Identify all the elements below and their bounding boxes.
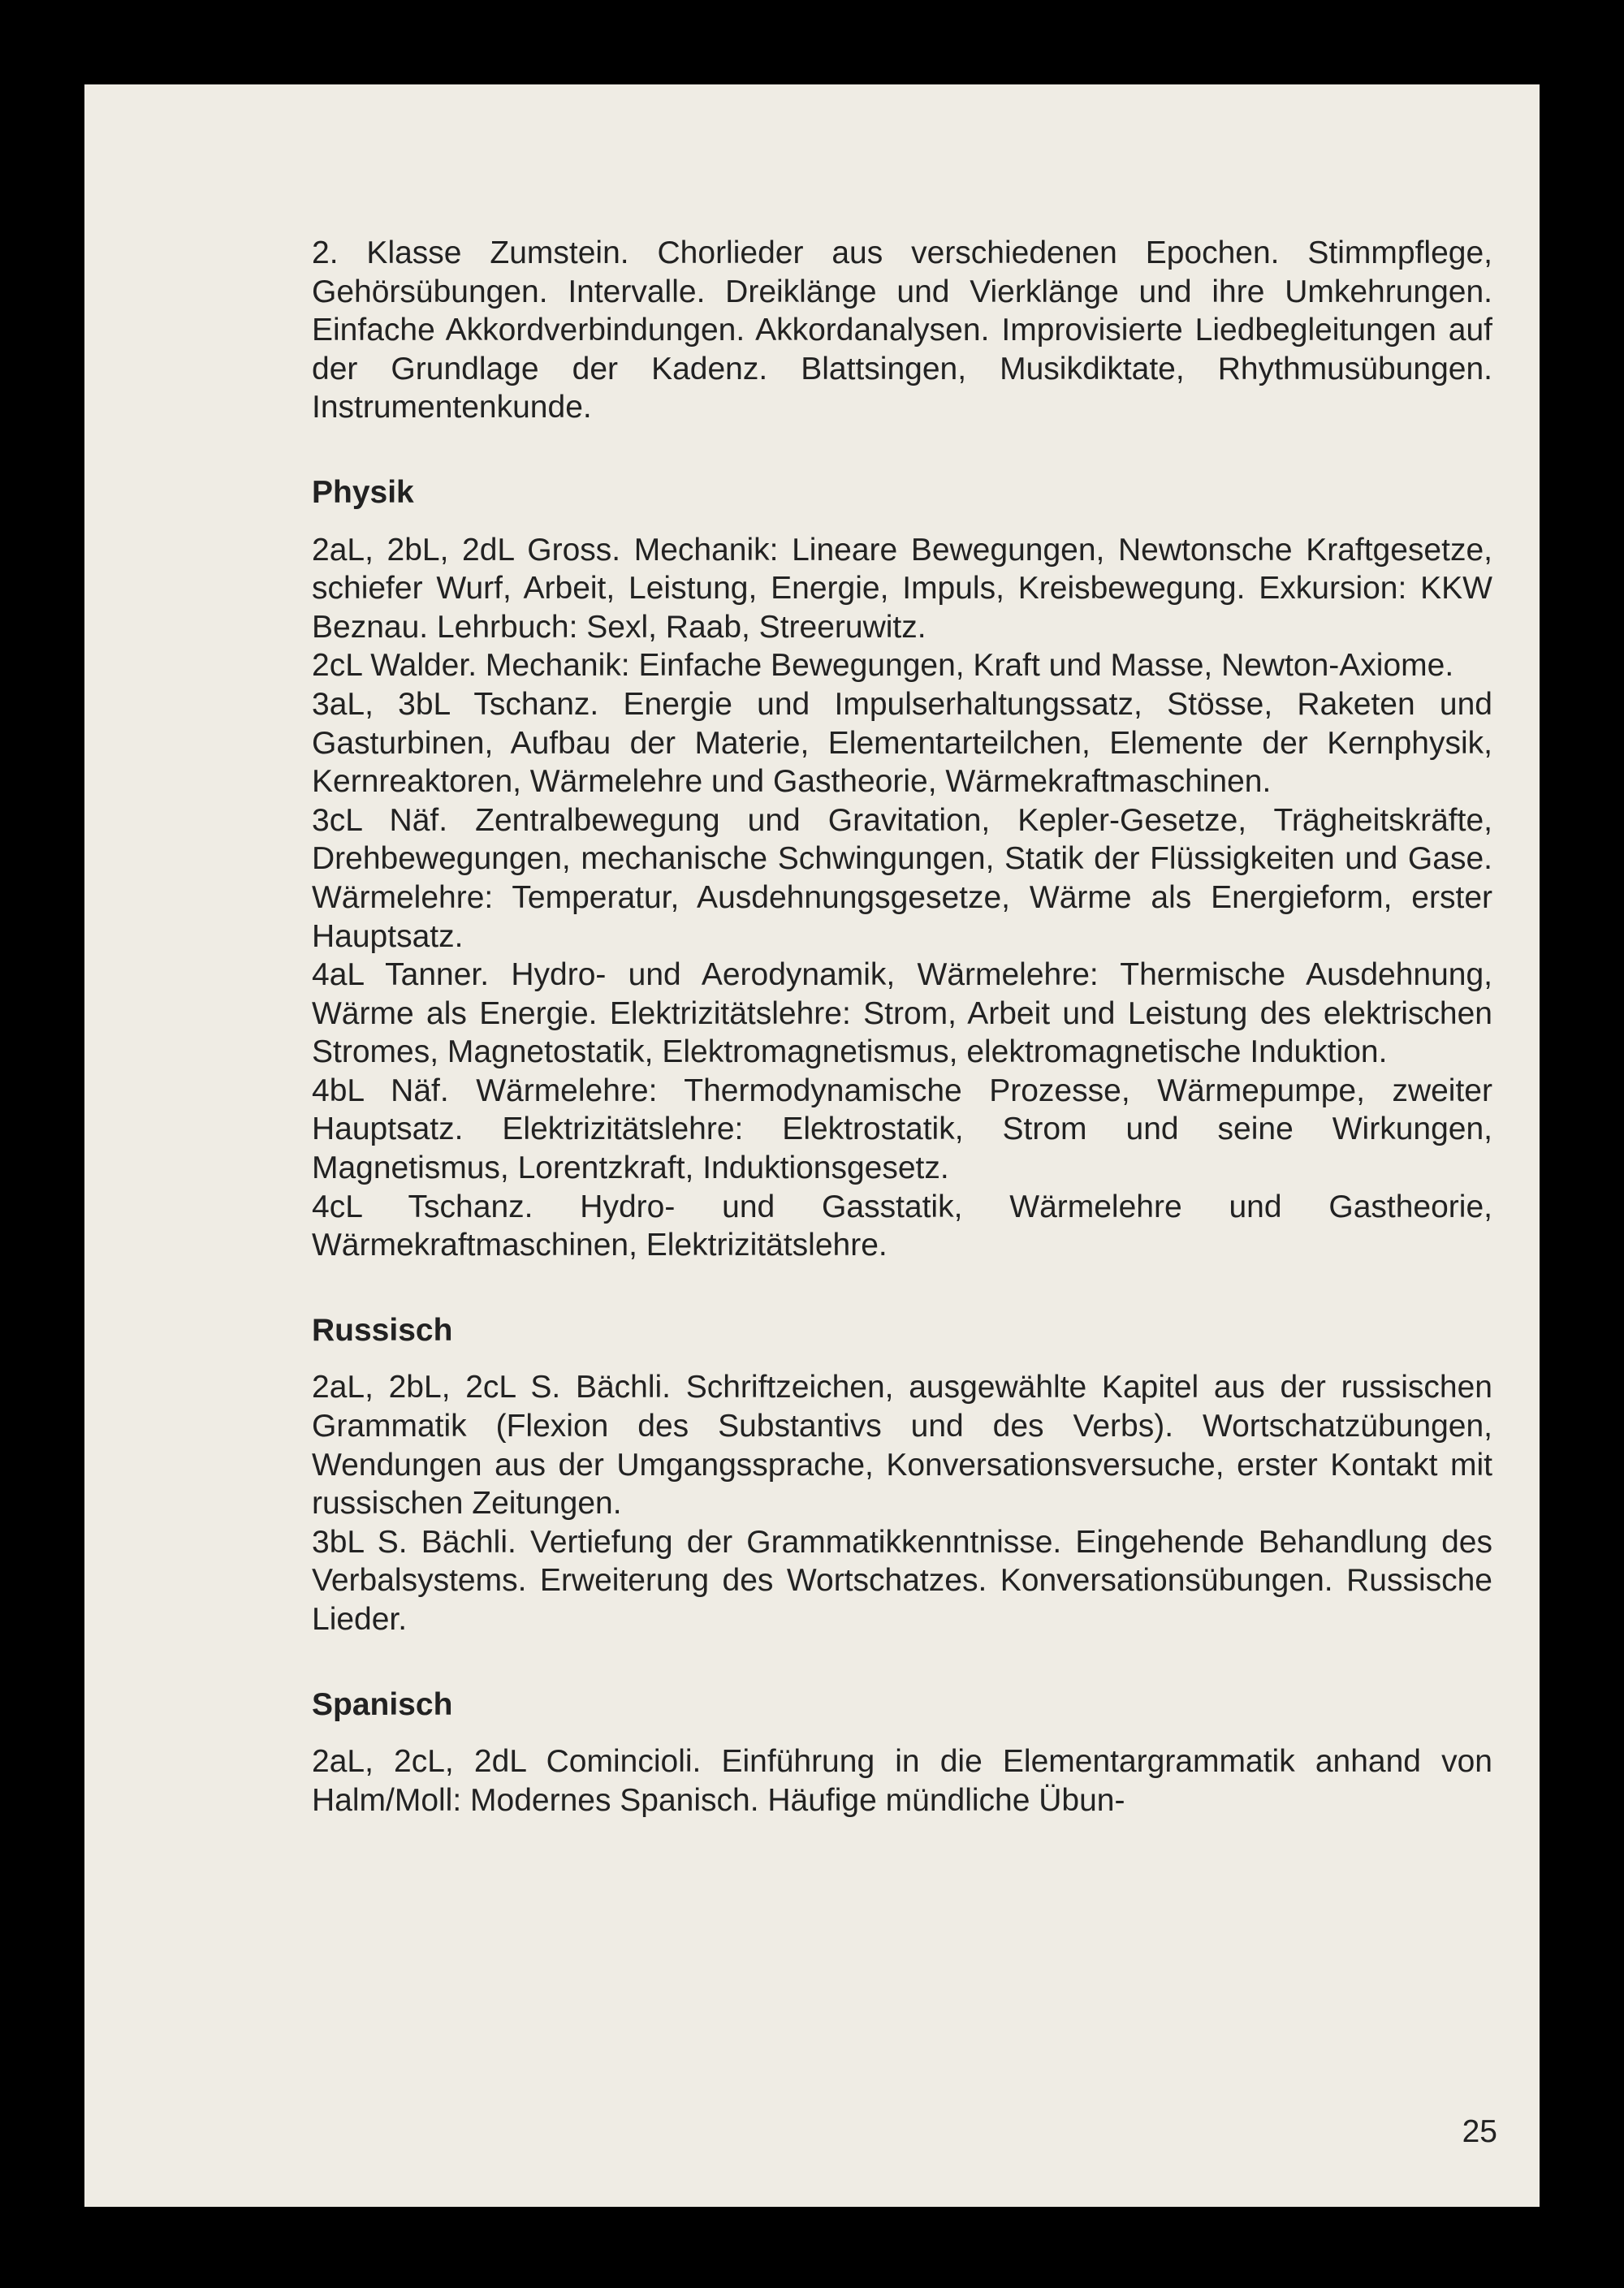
section-body-russisch [312, 1368, 1492, 1638]
russisch-paragraph: 2aL, 2bL, 2cL S. Bächli. Schriftzeichen, ausgewählte Kapitel aus der russischen Grammatik (Flexion des Substantivs und des Verbs). Wortschatzübungen, Wendungen aus der Umgangssprache, Konversationsversuche, erster Kontakt mit russischen Zeitungen. [312, 1370, 1492, 1522]
physik-paragraph: 2cL Walder. Mechanik: Einfache Bewegungen, Kraft und Masse, Newton-Axiome. [312, 648, 1454, 684]
page-number: 25 [1462, 2114, 1497, 2149]
document-page [84, 84, 1540, 2207]
spanisch-paragraph: 2aL, 2cL, 2dL Comincioli. Einführung in die Elementargrammatik anhand von Halm/Moll: Modernes Spanisch. Häufige mündliche Übun- [312, 1744, 1492, 1818]
section-body-spanisch [312, 1742, 1492, 1820]
section-body-physik [312, 531, 1492, 1265]
music-paragraph: 2. Klasse Zumstein. Chorlieder aus verschiedenen Epochen. Stimmpflege, Gehörsübungen. Intervalle. Dreiklänge und Vierklänge und ihre Umkehrungen. Einfache Akkordverbindungen. Akkordanalysen. Improvisierte Liedbegleitungen auf der Grundlage der Kadenz. Blattsingen, Musikdiktate, Rhythmusübungen. Instrumentenkunde. [312, 235, 1492, 425]
section-heading-russisch: Russisch [312, 1312, 453, 1348]
physik-paragraph: 4aL Tanner. Hydro- und Aerodynamik, Wärmelehre: Thermische Ausdehnung, Wärme als Energie. Elektrizitätslehre: Strom, Arbeit und Leistung des elektrischen Stromes, Magnetostatik, Elektromagnetismus, elektromagnetische Induktion. [312, 957, 1492, 1070]
physik-paragraph: 2aL, 2bL, 2dL Gross. Mechanik: Lineare Bewegungen, Newtonsche Kraftgesetze, schiefer Wurf, Arbeit, Leistung, Energie, Impuls, Kreisbewegung. Exkursion: KKW Beznau. Lehrbuch: Sexl, Raab, Streeruwitz. [312, 532, 1492, 645]
physik-paragraph: 4cL Tschanz. Hydro- und Gasstatik, Wärmelehre und Gastheorie, Wärmekraftmaschinen, Elektrizitätslehre. [312, 1189, 1492, 1263]
page-content [312, 234, 1492, 1820]
physik-paragraph: 4bL Näf. Wärmelehre: Thermodynamische Prozesse, Wärmepumpe, zweiter Hauptsatz. Elektrizitätslehre: Elektrostatik, Strom und seine Wirkungen, Magnetismus, Lorentzkraft, Induktionsgesetz. [312, 1073, 1492, 1186]
physik-paragraph: 3cL Näf. Zentralbewegung und Gravitation, Kepler-Gesetze, Trägheitskräfte, Drehbewegungen, mechanische Schwingungen, Statik der Flüssigkeiten und Gase. Wärmelehre: Temperatur, Ausdehnungsgesetze, Wärme als Energieform, erster Hauptsatz. [312, 802, 1492, 954]
section-heading-spanisch: Spanisch [312, 1686, 453, 1722]
physik-paragraph: 3aL, 3bL Tschanz. Energie und Impulserhaltungssatz, Stösse, Raketen und Gasturbinen, Aufbau der Materie, Elementarteilchen, Elemente der Kernphysik, Kernreaktoren, Wärmelehre und Gastheorie, Wärmekraftmaschinen. [312, 686, 1492, 800]
russisch-paragraph: 3bL S. Bächli. Vertiefung der Grammatikkenntnisse. Eingehende Behandlung des Verbalsystems. Erweiterung des Wortschatzes. Konversationsübungen. Russische Lieder. [312, 1524, 1492, 1637]
section-heading-physik: Physik [312, 474, 414, 510]
